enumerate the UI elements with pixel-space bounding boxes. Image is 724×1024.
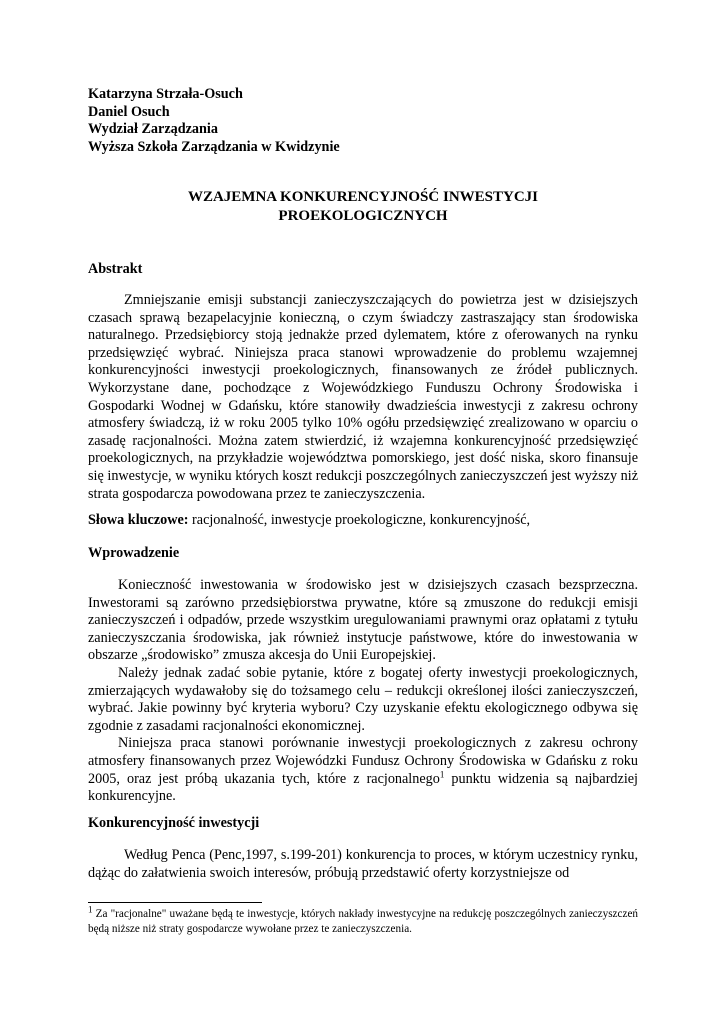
- paper-title: [88, 188, 638, 226]
- introduction-paragraph-3-text: Niniejsza praca stanowi porównanie inwestycji proekologicznych z zakresu ochrony atmosfery finansowanych przez Wojewódzki Fundusz Ochrony Środowiska w Gdańsku z roku 2005, oraz jest próbą ukazania tych, które z racjonalnego: [88, 735, 638, 787]
- paper-title-line-2: PROEKOLOGICZNYCH: [278, 208, 448, 224]
- competitiveness-heading: Konkurencyjność inwestycji: [88, 815, 260, 831]
- paper-title-line-1: WZAJEMNA KONKURENCYJNOŚĆ INWESTYCJI: [187, 189, 539, 205]
- author-faculty: Wydział Zarządzania: [88, 121, 218, 137]
- footnote-text: Za "racjonalne" uważane będą te inwestycje, których nakłady inwestycyjne na redukcję poszczególnych zanieczyszczeń będą niższe niż straty gospodarcze wywołane przez te zanieczyszczenia.: [88, 908, 638, 935]
- author-name-1: Katarzyna Strzała-Osuch: [88, 86, 243, 102]
- introduction-paragraph-2: Należy jednak zadać sobie pytanie, które z bogatej oferty inwestycji proekologicznych, zmierzających wydawałoby się do tożsamego celu – redukcji określonej ilości zanieczyszczeń, wybrać. Jakie powinny być kryteria wyboru? Czy uzyskanie efektu ekologicznego odbywa się zgodnie z zasadami racjonalności ekonomicznej.: [88, 664, 638, 734]
- introduction-body: [88, 577, 638, 806]
- footnote-reference: 1: [439, 768, 445, 779]
- abstract-heading: Abstrakt: [88, 261, 143, 277]
- introduction-paragraph-1: Konieczność inwestowania w środowisko jest w dzisiejszych czasach bezsprzeczna. Inwestorami są zarówno przedsiębiorstwa prywatne, które są zmuszone do redukcji emisji zanieczyszczeń i odpadów, przede wszystkim uregulowaniami prawnymi oraz opłatami z tytułu zanieczyszczania środowiska, jak również instytucje państwowe, które do inwestowania w obszarze „środowisko” zmusza akcesja do Unii Europejskiej.: [88, 577, 638, 664]
- author-name-2: Daniel Osuch: [88, 103, 170, 120]
- competitiveness-paragraph-1: Według Penca (Penc,1997, s.199-201) konkurencja to proces, w którym uczestnicy rynku, dążąc do załatwienia swoich interesów, próbują przedstawić oferty korzystniejsze od: [88, 847, 638, 881]
- footnote-mark: 1: [88, 904, 93, 915]
- keywords-text: racjonalność, inwestycje proekologiczne, konkurencyjność,: [188, 512, 531, 528]
- author-block: [88, 86, 648, 156]
- introduction-paragraph-3: [88, 735, 638, 805]
- competitiveness-body: [88, 847, 638, 882]
- abstract-paragraph: Zmniejszanie emisji substancji zanieczyszczających do powietrza jest w dzisiejszych czasach sprawą bezapelacyjnie konieczną, o czym świadczy zastraszający stan środowiska naturalnego. Przedsiębiorcy stoją jednakże przed dylematem, które z oferowanych na rynku przedsięwzięć wybrać. Niniejsza praca stanowi wprowadzenie do problemu wzajemnej konkurencyjności inwestycji proekologicznych, finansowanych ze źródeł publicznych. Wykorzystane dane, pochodzące z Wojewódzkiego Funduszu Ochrony Środowiska i Gospodarki Wodnej w Gdańsku, które stanowiły dwadzieścia inwestycji z zakresu ochrony atmosfery świadczą, iż w roku 2005 tylko 10% ogółu przedsięwzięć zrealizowano w oparciu o zasadę racjonalności. Można zatem stwierdzić, iż wzajemna konkurencyjność przedsięwzięć proekologicznych, na przykładzie województwa pomorskiego, jest dość niska, skoro finansuje się inwestycje, w wyniku których koszt redukcji poszczególnych zanieczyszczeń jest wyższy niż strata gospodarcza powodowana przez te zanieczyszczenia.: [88, 292, 638, 502]
- keywords-label: Słowa kluczowe:: [88, 512, 189, 528]
- author-institution: Wyższa Szkoła Zarządzania w Kwidzynie: [88, 138, 340, 155]
- footnote-separator: [88, 902, 262, 903]
- keywords-line: [88, 512, 648, 529]
- abstract-body: [88, 292, 638, 503]
- introduction-heading: Wprowadzenie: [88, 545, 180, 561]
- footnote: [88, 904, 638, 936]
- introduction-paragraph-3-tail: punktu widzenia są najbardziej konkurencyjne.: [88, 770, 638, 805]
